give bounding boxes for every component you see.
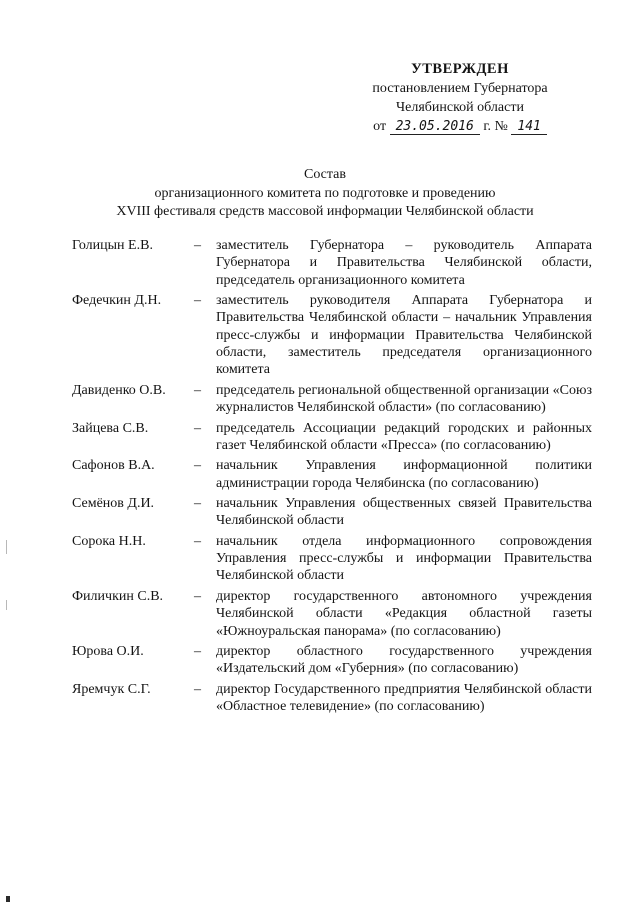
member-row [72, 495, 592, 530]
member-dash: – [194, 382, 201, 398]
member-row [72, 292, 592, 378]
heading-title: Состав [303, 167, 346, 182]
member-name: Зайцева С.В. [72, 420, 149, 436]
heading-line-2: организационного комитета по подготовке и проведению [154, 185, 496, 201]
member-row [72, 457, 592, 492]
member-dash: – [194, 644, 201, 660]
member-row [72, 420, 592, 455]
decree-number: 141 [511, 119, 546, 135]
member-dash: – [194, 458, 201, 474]
member-name: Федечкин Д.Н. [72, 293, 162, 309]
member-dash: – [194, 588, 201, 604]
scan-mark [6, 896, 10, 902]
document-heading [90, 166, 560, 222]
member-name: Сорока Н.Н. [72, 533, 146, 549]
approval-title: УТВЕРЖДЕН [411, 61, 509, 77]
member-name: Филичкин С.В. [72, 588, 164, 604]
approval-block [360, 60, 560, 136]
margin-mark [6, 540, 7, 554]
member-description: заместитель Губернатора – руководитель Аппарата Губернатора и Правительства Челябинской области, председатель организационного комитета [216, 238, 592, 288]
member-description: директор Государственного предприятия Челябинской области «Областное телевидение» (по согласованию) [216, 681, 592, 715]
member-row [72, 681, 592, 716]
member-row [72, 533, 592, 585]
member-dash: – [194, 533, 201, 549]
member-row [72, 588, 592, 640]
member-name: Давиденко О.В. [72, 382, 166, 398]
member-row [72, 382, 592, 417]
member-description: председатель региональной общественной организации «Союз журналистов Челябинской области» (по согласованию) [216, 382, 592, 416]
heading-line-3: XVIII фестиваля средств массовой информации Челябинской области [116, 204, 534, 219]
member-dash: – [194, 238, 201, 253]
approval-line-1: постановлением Губернатора [372, 81, 548, 96]
margin-mark [6, 600, 7, 610]
member-name: Сафонов В.А. [72, 458, 155, 474]
member-row [72, 643, 592, 678]
member-description: заместитель руководителя Аппарата Губернатора и Правительства Челябинской области – начальник Управления пресс-службы и информации Правительства Челябинской области, заместитель председателя организационного комитета [216, 293, 592, 378]
member-name: Семёнов Д.И. [72, 496, 155, 512]
member-description: начальник Управления общественных связей Правительства Челябинской области [216, 496, 592, 529]
date-prefix: от [373, 119, 387, 134]
member-name: Яремчук С.Г. [72, 681, 151, 697]
approval-line-2: Челябинской области [396, 100, 524, 115]
member-description: начальник Управления информационной политики администрации города Челябинска (по согласованию) [216, 458, 592, 491]
member-dash: – [194, 681, 201, 697]
member-name: Голицын Е.В. [72, 238, 153, 253]
member-dash: – [194, 420, 201, 436]
member-name: Юрова О.И. [72, 644, 144, 660]
member-description: директор государственного автономного учреждения Челябинской области «Редакция областной газеты «Южноуральская панорама» (по согласованию) [216, 588, 592, 639]
member-description: начальник отдела информационного сопровождения Управления пресс-службы и информации Правительства Челябинской области [216, 533, 592, 584]
member-dash: – [194, 496, 201, 512]
approval-date-line [360, 117, 560, 136]
member-description: председатель Ассоциации редакций городских и районных газет Челябинской области «Пресса» (по согласованию) [216, 420, 592, 453]
date-value: 23.05.2016 [390, 119, 480, 135]
member-row [72, 237, 592, 289]
member-description: директор областного государственного учреждения «Издательский дом «Губерния» (по согласованию) [216, 644, 592, 677]
member-dash: – [194, 293, 201, 309]
members-list [72, 237, 592, 719]
date-suffix: г. № [483, 119, 508, 134]
